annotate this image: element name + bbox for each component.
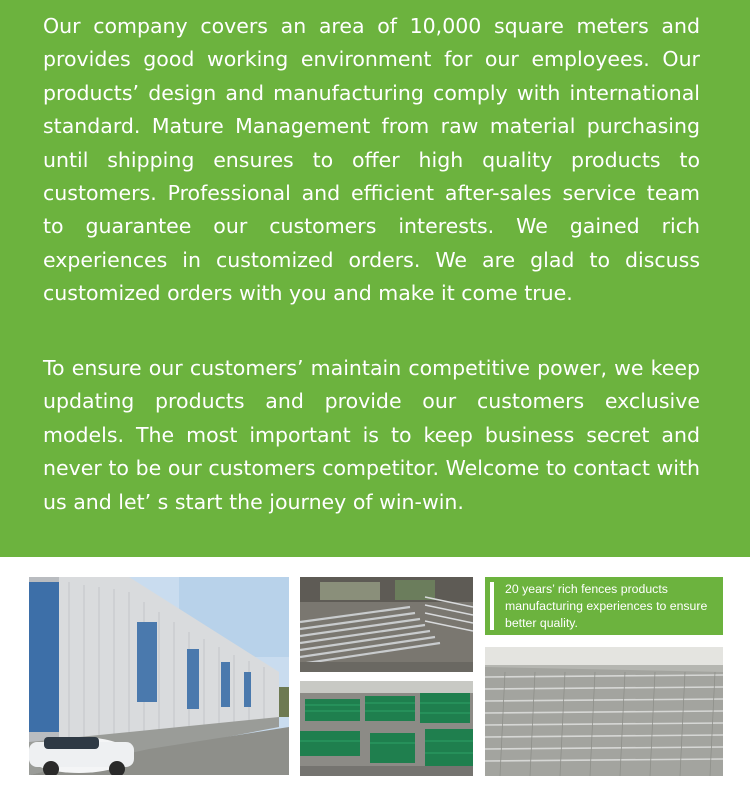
caption-box <box>485 577 723 635</box>
workshop-photo <box>300 577 473 672</box>
stacked-fence-panels-photo <box>485 647 723 776</box>
intro-paragraph-2: To ensure our customers’ maintain competitive power, we keep updating products and provide our customers exclusive models. The most important is to keep business secret and never to be our customers competitor. Welcome to contact with us and let’ s start the journey of win-win. <box>43 356 700 514</box>
caption-text: 20 years’ rich fences products manufacturing experiences to ensure better quality. <box>505 582 708 630</box>
green-fence-stock-photo <box>300 681 473 776</box>
intro-paragraph-1: Our company covers an area of 10,000 square meters and provides good working environment for our employees. Our products’ design and manufacturing comply with international standard. Mature Management from raw material purchasing until shipping ensures to offer high quality products to customers. Professional and efficient after-sales service team to guarantee our customers interests. We gained rich experiences in customized orders. We are glad to discuss customized orders with you and make it come true. <box>43 14 700 306</box>
factory-building-photo <box>29 577 289 775</box>
caption-accent-bar <box>490 582 494 630</box>
